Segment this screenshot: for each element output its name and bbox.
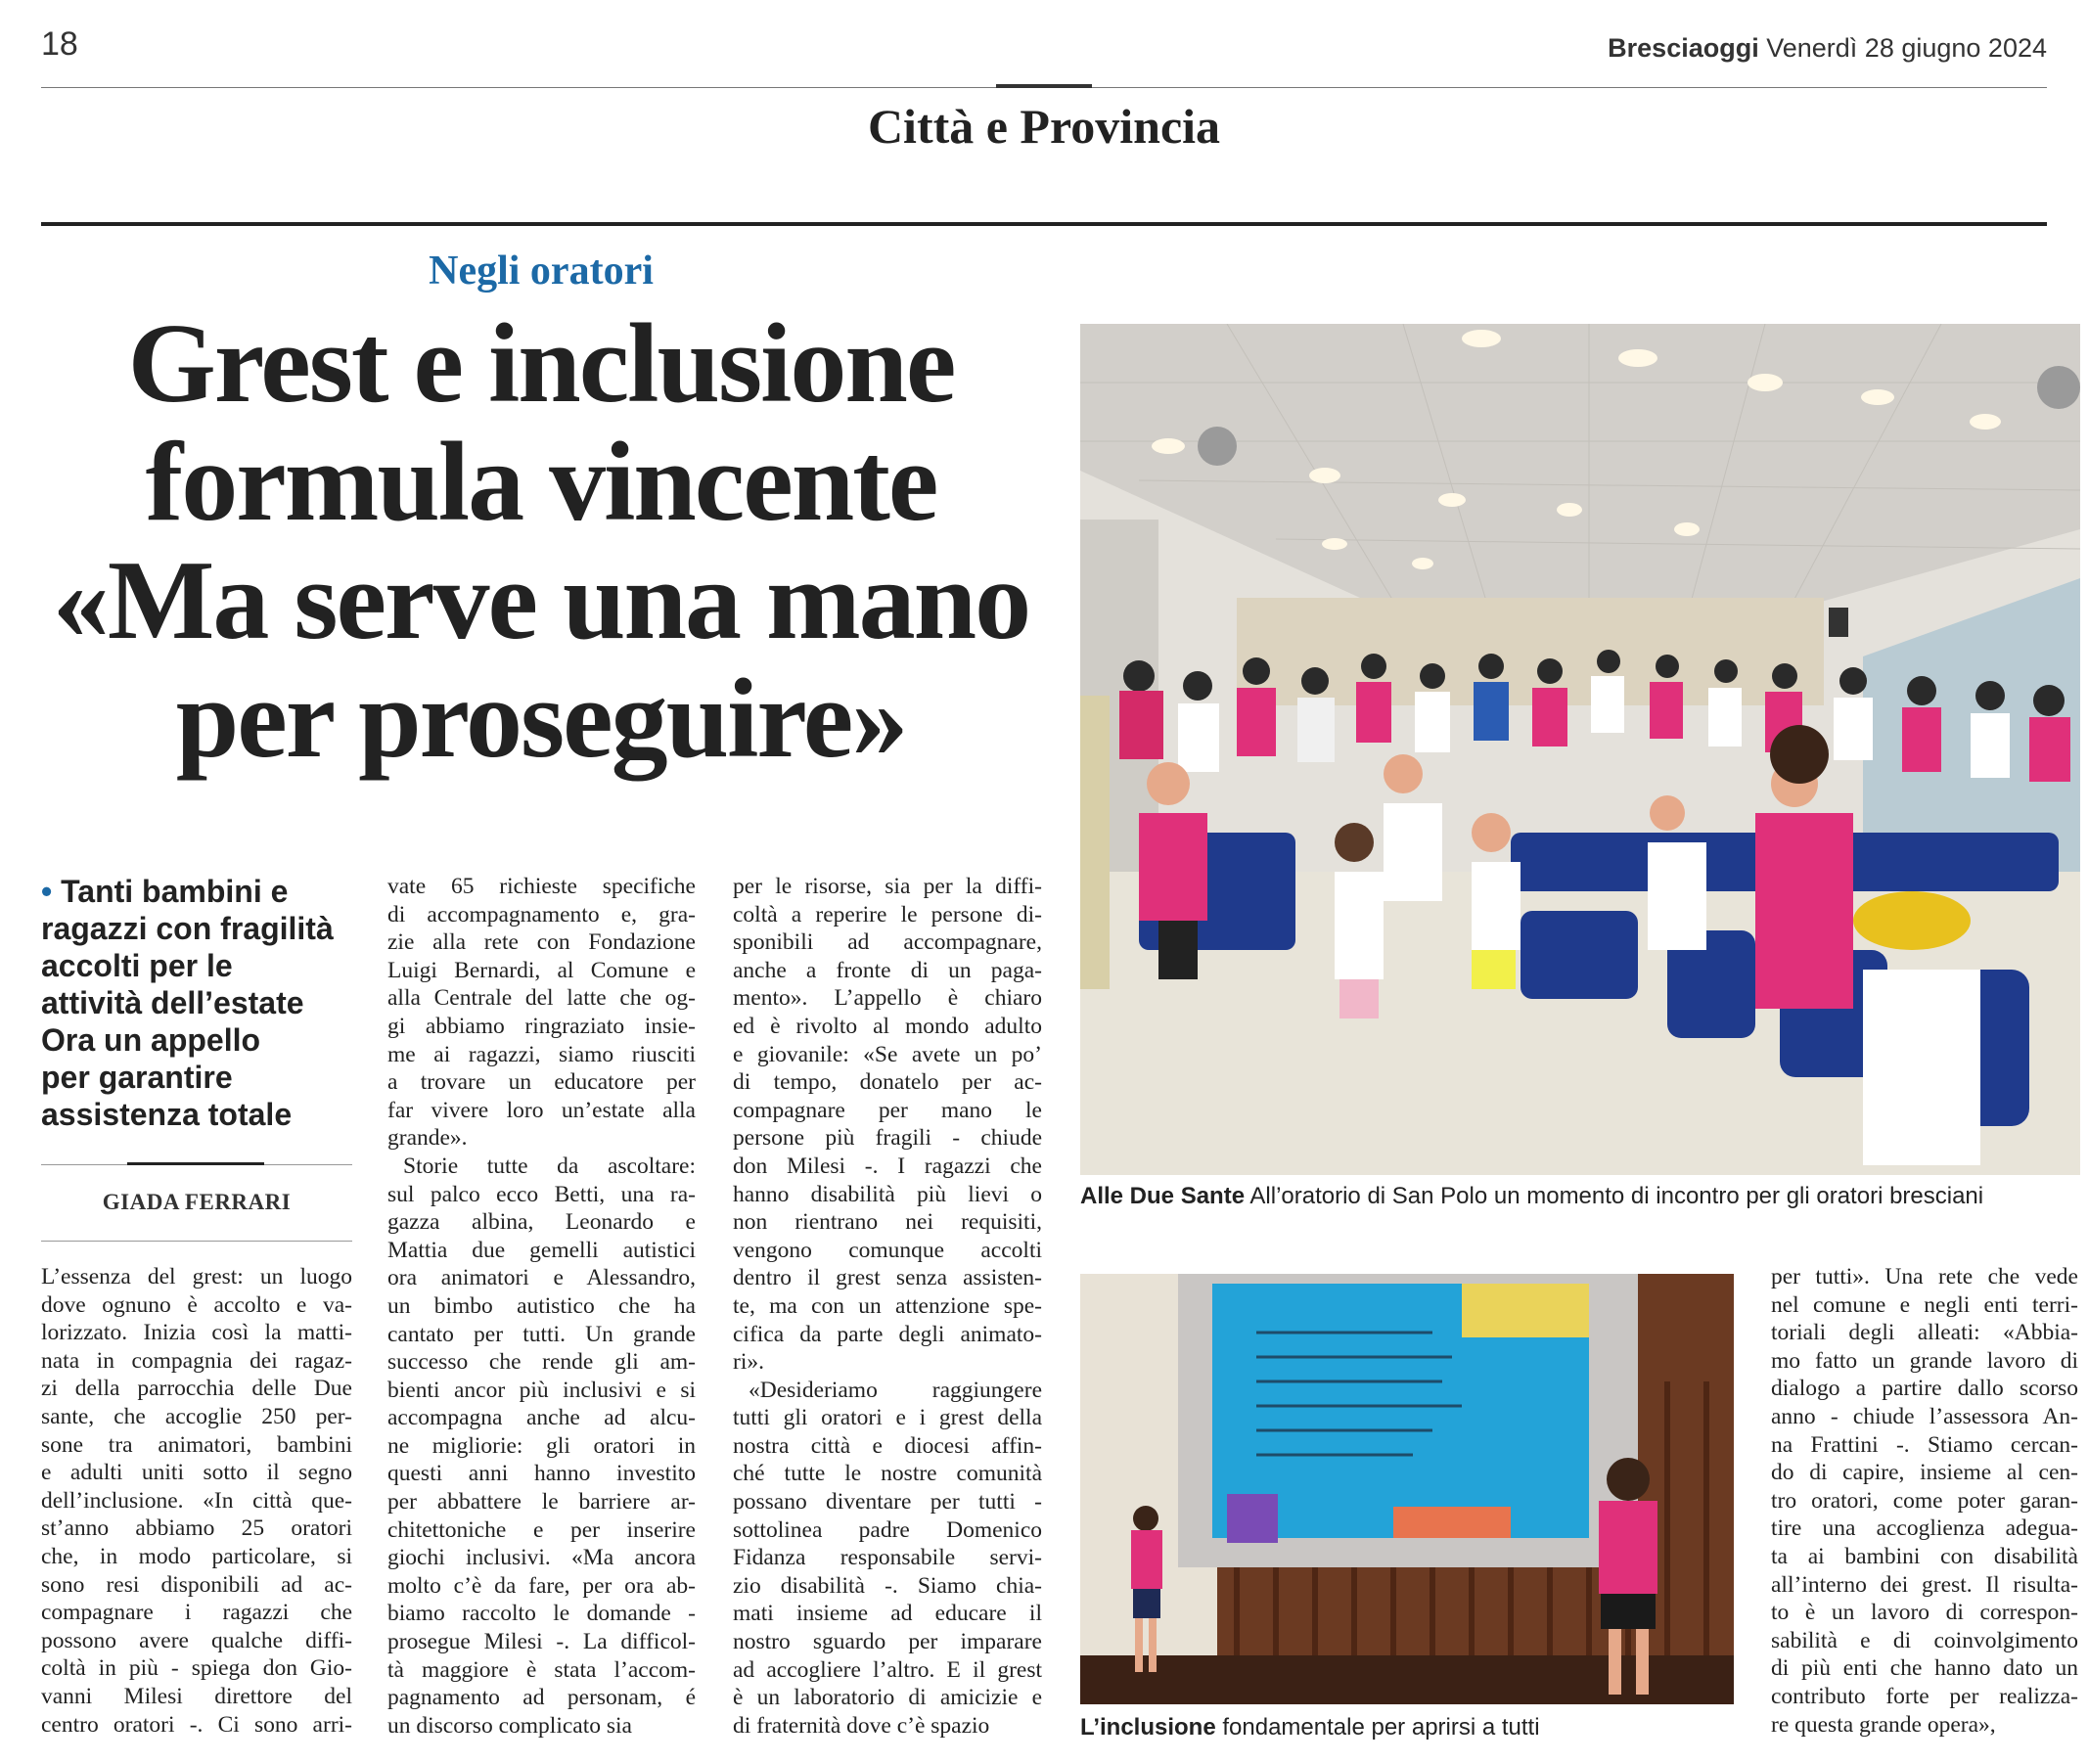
summary-line: ragazzi con fragilità (41, 911, 334, 946)
caption-text: fondamentale per aprirsi a tutti (1222, 1714, 1540, 1741)
body-text-line: non rientrano nei requisiti, (733, 1209, 1042, 1236)
summary-line: attività dell’estate (41, 985, 304, 1020)
summary-line: assistenza totale (41, 1097, 293, 1132)
body-column-3 (733, 873, 1042, 1740)
body-text-line: cantato per tutti. Un grande (387, 1321, 696, 1347)
body-text-line: che, in modo particolare, si (41, 1543, 352, 1569)
body-text-line: tà maggiore è stata l’accom- (387, 1656, 696, 1683)
body-text-line: bienti ancor più inclusivi e si (387, 1377, 696, 1403)
body-text-line: giochi inclusivi. «Ma ancora (387, 1545, 696, 1571)
body-text-line: dove ognuno è accolto e va- (41, 1291, 352, 1318)
body-text-line: tire una accoglienza adegua- (1771, 1515, 2078, 1542)
body-text-line: lorizzato. Inizia così la matti- (41, 1320, 352, 1346)
body-text-line: ri». (733, 1349, 764, 1376)
article-headline (41, 301, 1041, 782)
body-text-line: e giovanile: «Se avete un po’ (733, 1041, 1042, 1067)
body-text-line: un bimbo autistico che ha (387, 1292, 696, 1319)
summary-bullet: • (41, 874, 53, 909)
byline-rule (41, 1241, 352, 1242)
issue-date: Venerdì 28 giugno 2024 (1766, 33, 2047, 63)
caption-lead: L’inclusione (1080, 1714, 1216, 1741)
body-text-line: è un laboratorio di amicizie e (733, 1685, 1042, 1711)
body-text-line: di tempo, donatelo per ac- (733, 1069, 1042, 1096)
article-summary (41, 873, 352, 1133)
body-text-line: vanni Milesi direttore del (41, 1683, 352, 1709)
photo-auditorium (1080, 324, 2080, 1175)
body-text-line: compagnare i ragazzi che (41, 1600, 352, 1626)
section-title: Città e Provincia (867, 99, 1221, 154)
body-text-line: anche a fronte di un paga- (733, 957, 1042, 983)
body-text-line: dell’inclusione. «In città que- (41, 1487, 352, 1514)
top-rule-accent (996, 84, 1092, 88)
body-text-line: coltà a reperire le persone di- (733, 901, 1042, 927)
body-text-line: zie alla rete con Fondazione (387, 929, 696, 956)
body-column-4 (1771, 1263, 2078, 1739)
body-text-line: toriali degli alleati: «Abbia- (1771, 1320, 2078, 1346)
body-text-line: mati insieme ad educare il (733, 1601, 1042, 1627)
body-text-line: re questa grande opera», (1771, 1711, 1996, 1738)
body-text-line: compagnare per mano le (733, 1097, 1042, 1123)
body-text-line: cifica da parte degli animato- (733, 1321, 1042, 1347)
summary-rule-accent (127, 1162, 264, 1165)
section-rule (41, 222, 2047, 226)
body-text-line: Luigi Bernardi, al Comune e (387, 957, 696, 983)
body-column-2 (387, 873, 696, 1740)
body-text-line: ora animatori e Alessandro, (387, 1265, 696, 1291)
body-text-line: zi della parrocchia delle Due (41, 1376, 352, 1402)
body-text-line: na Frattini -. Stiamo cercan- (1771, 1431, 2078, 1458)
headline-line: per proseguire» (175, 656, 907, 782)
body-text-line: gazza albina, Leonardo e (387, 1209, 696, 1236)
summary-line (41, 873, 352, 910)
page-number: 18 (41, 25, 78, 63)
body-text-line: zio disabilità -. Siamo chia- (733, 1572, 1042, 1599)
body-text-line: L’essenza del grest: un luogo (41, 1264, 352, 1289)
photo-caption-2 (1080, 1714, 1540, 1741)
photo-stage (1080, 1274, 1734, 1704)
body-text-line: hanno disabilità più lievi o (733, 1181, 1042, 1207)
body-text-line: persone più fragili - chiude (733, 1125, 1042, 1152)
body-text-line: ché tutte le nostre comunità (733, 1461, 1042, 1487)
body-text-line: st’anno abbiamo 25 oratori (41, 1515, 352, 1542)
body-text-line: pagnamento ad personam, é (387, 1685, 696, 1711)
body-text-line: nata in compagnia dei ragaz- (41, 1347, 352, 1374)
body-text-line: tro oratori, come poter garan- (1771, 1487, 2078, 1514)
caption-text: All’oratorio di San Polo un momento di incontro per gli oratori bresciani (1249, 1183, 1984, 1209)
body-text-line: te, ma con un attenzione spe- (733, 1292, 1042, 1319)
body-text-line: all’interno dei grest. Il risulta- (1771, 1571, 2078, 1598)
body-text-line: per tutti». Una rete che vede (1771, 1264, 2078, 1289)
body-text-line: di più enti che hanno dato un (1771, 1655, 2078, 1682)
stage-illustration (1080, 1274, 1734, 1704)
body-text-line: ed è rivolto al mondo adulto (733, 1013, 1042, 1039)
body-text-line: un discorso complicato sia (387, 1712, 632, 1739)
body-text-line: sponibili ad accompagnare, (733, 929, 1042, 956)
body-text-line: per abbattere le barriere ar- (387, 1489, 696, 1515)
body-text-line: grande». (387, 1125, 468, 1152)
body-text-line: mento». L’appello è chiaro (733, 985, 1042, 1012)
body-text-line: di fraternità dove c’è spazio (733, 1712, 990, 1739)
headline-line: formula vincente (145, 420, 937, 545)
summary-line: Ora un appello (41, 1022, 261, 1058)
newspaper-brand: Bresciaoggi (1608, 33, 1759, 63)
summary-line: accolti per le (41, 948, 233, 983)
body-column-1 (41, 1263, 352, 1739)
headline-line: Grest e inclusione (127, 301, 955, 427)
body-text-line: gi abbiamo ringraziato insie- (387, 1013, 696, 1039)
body-text-line: successo che rende gli am- (387, 1349, 696, 1376)
body-text-line: sone tra animatori, bambini (41, 1431, 352, 1458)
headline-line: «Ma serve una mano (52, 538, 1030, 663)
body-text-line: per le risorse, sia per la diffi- (733, 874, 1042, 899)
body-text-line: possano diventare per tutti - (733, 1489, 1042, 1515)
auditorium-illustration (1080, 324, 2080, 1175)
photo-caption-1 (1080, 1183, 1983, 1210)
body-text-line: questi anni hanno investito (387, 1461, 696, 1487)
body-text-line: sul palco ecco Betti, una ra- (387, 1181, 696, 1207)
body-text-line: e adulti uniti sotto il segno (41, 1460, 352, 1486)
body-text-line: dentro il grest senza assisten- (733, 1265, 1042, 1291)
body-text-line: mo fatto un grande lavoro di (1771, 1347, 2078, 1374)
body-text-line: nostra città e diocesi affin- (733, 1432, 1042, 1459)
body-text-line: sabilità e di coinvolgimento (1771, 1627, 2078, 1653)
body-text-line: «Desideriamo raggiungere (749, 1377, 1042, 1403)
body-text-line: don Milesi -. I ragazzi che (733, 1153, 1042, 1179)
body-text-line: sottolinea padre Domenico (733, 1516, 1042, 1543)
body-text-line: contributo forte per realizza- (1771, 1683, 2078, 1709)
body-text-line: tutti gli oratori e i grest della (733, 1405, 1042, 1431)
body-text-line: ne migliorie: gli oratori in (387, 1432, 696, 1459)
body-text-line: sante, che accoglie 250 per- (41, 1403, 352, 1429)
masthead (1608, 33, 2047, 64)
body-text-line: Storie tutte da ascoltare: (403, 1153, 696, 1179)
summary-line: per garantire (41, 1060, 233, 1095)
body-text-line: chitettoniche e per inserire (387, 1516, 696, 1543)
body-text-line: vate 65 richieste specifiche (387, 874, 696, 899)
body-text-line: a trovare un educatore per (387, 1069, 696, 1096)
body-text-line: alla Centrale del latte che og- (387, 985, 696, 1012)
byline: GIADA FERRARI (102, 1190, 292, 1214)
body-text-line: possono avere qualche diffi- (41, 1627, 352, 1653)
body-text-line: nel comune e negli enti terri- (1771, 1291, 2078, 1318)
body-text-line: di accompagnamento e, gra- (387, 901, 696, 927)
body-text-line: molto c’è da fare, per ora ab- (387, 1572, 696, 1599)
body-text-line: to è un lavoro di correspon- (1771, 1600, 2078, 1626)
body-text-line: anno - chiude l’assessora An- (1771, 1403, 2078, 1429)
body-text-line: Fidanza responsabile servi- (733, 1545, 1042, 1571)
body-text-line: sono resi disponibili ad ac- (41, 1571, 352, 1598)
article-kicker: Negli oratori (429, 249, 654, 294)
summary-text: Tanti bambini e (61, 874, 289, 909)
body-text-line: far vivere loro un’estate alla (387, 1097, 696, 1123)
caption-lead: Alle Due Sante (1080, 1183, 1246, 1209)
body-text-line: me ai ragazzi, siamo riusciti (387, 1041, 696, 1067)
body-text-line: dialogo a partire dallo scorso (1771, 1376, 2078, 1402)
body-text-line: Mattia due gemelli autistici (387, 1237, 696, 1263)
body-text-line: centro oratori -. Ci sono arri- (41, 1711, 352, 1738)
body-text-line: ta ai bambini con disabilità (1771, 1543, 2078, 1569)
body-text-line: biamo raccolto le domande - (387, 1601, 696, 1627)
body-text-line: coltà in più - spiega don Gio- (41, 1655, 352, 1682)
body-text-line: nostro sguardo per imparare (733, 1629, 1042, 1655)
body-text-line: ad accogliere l’altro. E il grest (733, 1656, 1042, 1683)
body-text-line: prosegue Milesi -. La difficol- (387, 1629, 696, 1655)
body-text-line: do di capire, insieme al cen- (1771, 1460, 2078, 1486)
body-text-line: accompagna anche ad alcu- (387, 1405, 696, 1431)
body-text-line: vengono comunque accolti (733, 1237, 1042, 1263)
